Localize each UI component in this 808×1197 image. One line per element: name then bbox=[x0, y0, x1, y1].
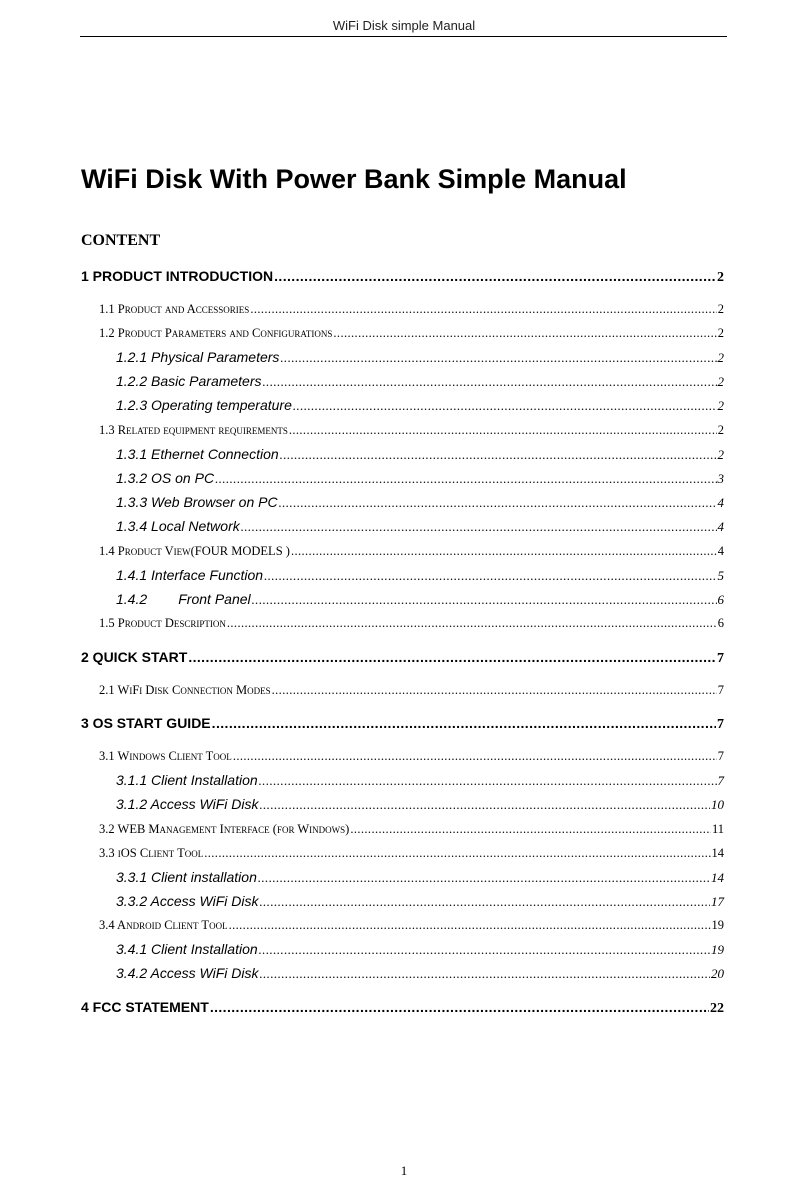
toc-leader bbox=[260, 794, 711, 816]
toc-label: 3.1.1 Client Installation bbox=[116, 772, 258, 788]
toc-label: 1.3.3 Web Browser on PC bbox=[116, 494, 278, 510]
toc-page: 7 bbox=[717, 749, 724, 763]
toc-leader bbox=[252, 589, 717, 611]
toc-entry[interactable] bbox=[99, 679, 724, 701]
toc-page: 6 bbox=[717, 616, 724, 630]
toc-leader bbox=[350, 818, 711, 840]
toc-label: 1.3.1 Ethernet Connection bbox=[116, 446, 279, 462]
toc-page: 2 bbox=[717, 350, 724, 365]
toc-page: 2 bbox=[717, 447, 724, 462]
toc-leader bbox=[289, 419, 717, 441]
toc-entry[interactable] bbox=[116, 769, 724, 791]
toc-leader bbox=[188, 646, 716, 668]
toc-entry[interactable] bbox=[99, 745, 724, 767]
toc-leader bbox=[229, 914, 711, 936]
toc-label: 1.4.2 Front Panel bbox=[116, 591, 251, 607]
toc-entry[interactable] bbox=[116, 938, 724, 960]
toc-entry[interactable] bbox=[99, 914, 724, 936]
toc-leader bbox=[293, 395, 717, 417]
toc-entry[interactable] bbox=[116, 370, 724, 392]
toc-label: 4 FCC STATEMENT bbox=[81, 999, 209, 1015]
toc-leader bbox=[279, 492, 717, 514]
toc-leader bbox=[258, 867, 710, 889]
toc-leader bbox=[260, 891, 711, 913]
toc-leader bbox=[241, 516, 717, 538]
toc-entry[interactable] bbox=[116, 467, 724, 489]
toc-label: 3.1.2 Access WiFi Disk bbox=[116, 796, 259, 812]
toc-leader bbox=[333, 322, 716, 344]
toc-label: 1.4.1 Interface Function bbox=[116, 567, 264, 583]
toc-leader bbox=[233, 745, 717, 767]
toc-label: 3.4 Android Client Tool bbox=[99, 918, 228, 932]
toc-leader bbox=[274, 265, 716, 287]
toc-page: 2 bbox=[717, 374, 724, 389]
toc-page: 4 bbox=[717, 519, 724, 534]
toc-label: 1.2.1 Physical Parameters bbox=[116, 349, 280, 365]
toc-label: 1.3.4 Local Network bbox=[116, 518, 240, 534]
toc-entry[interactable] bbox=[116, 866, 724, 888]
toc-label: 3.3.1 Client installation bbox=[116, 869, 257, 885]
toc-label: 1.2 Product Parameters and Configurations bbox=[99, 326, 333, 340]
toc-page: 2 bbox=[717, 326, 724, 340]
toc-leader bbox=[259, 939, 710, 961]
toc-entry[interactable] bbox=[116, 346, 724, 368]
toc-leader bbox=[215, 468, 716, 490]
toc-leader bbox=[227, 612, 717, 634]
toc-entry[interactable] bbox=[99, 322, 724, 344]
toc-page: 20 bbox=[711, 966, 724, 981]
toc-entry[interactable] bbox=[116, 793, 724, 815]
toc-label: 3.1 Windows Client Tool bbox=[99, 749, 232, 763]
toc-entry[interactable] bbox=[99, 540, 724, 562]
page-number: 1 bbox=[400, 1163, 408, 1178]
toc-leader bbox=[291, 540, 717, 562]
toc-page: 14 bbox=[711, 846, 724, 860]
toc-page: 2 bbox=[717, 423, 724, 437]
toc-leader bbox=[272, 679, 717, 701]
toc-label: 1.3.2 OS on PC bbox=[116, 470, 215, 486]
toc-page: 7 bbox=[717, 773, 724, 788]
toc-label: 2.1 WiFi Disk Connection Modes bbox=[99, 683, 271, 697]
toc-label: 1.5 Product Description bbox=[99, 616, 226, 630]
toc-entry[interactable] bbox=[116, 491, 724, 513]
toc-label: 3.3 iOS Client Tool bbox=[99, 846, 204, 860]
toc-label: 3.4.2 Access WiFi Disk bbox=[116, 965, 259, 981]
toc-page: 5 bbox=[717, 568, 724, 583]
toc-page: 4 bbox=[717, 544, 724, 558]
toc-label: 1 PRODUCT INTRODUCTION bbox=[81, 268, 274, 284]
toc-page: 10 bbox=[711, 797, 724, 812]
toc-entry[interactable] bbox=[116, 588, 724, 610]
toc-leader bbox=[210, 996, 709, 1018]
toc-entry[interactable] bbox=[99, 298, 724, 320]
toc-label: 1.2.3 Operating temperature bbox=[116, 397, 292, 413]
toc-page: 3 bbox=[717, 471, 724, 486]
toc-page: 7 bbox=[717, 651, 724, 666]
toc-page: 2 bbox=[717, 270, 724, 285]
toc-page: 6 bbox=[717, 592, 724, 607]
toc-page: 19 bbox=[711, 918, 724, 932]
toc-leader bbox=[259, 770, 717, 792]
toc-entry[interactable] bbox=[116, 890, 724, 912]
toc-entry[interactable] bbox=[81, 646, 724, 668]
toc-leader bbox=[260, 963, 711, 985]
toc-leader bbox=[263, 371, 717, 393]
toc-label: 3 OS START GUIDE bbox=[81, 715, 211, 731]
toc-leader bbox=[250, 298, 716, 320]
toc-leader bbox=[212, 712, 716, 734]
toc-entry[interactable] bbox=[116, 564, 724, 586]
toc-page: 14 bbox=[711, 870, 724, 885]
content-heading: CONTENT bbox=[81, 232, 161, 249]
toc-leader bbox=[280, 347, 716, 369]
toc-page: 17 bbox=[711, 894, 724, 909]
document-title: WiFi Disk With Power Bank Simple Manual bbox=[81, 164, 627, 194]
toc-leader bbox=[280, 444, 717, 466]
toc-entry[interactable] bbox=[81, 712, 724, 734]
toc-page: 2 bbox=[717, 302, 724, 316]
toc-label: 2 QUICK START bbox=[81, 649, 188, 665]
toc-entry[interactable] bbox=[116, 962, 724, 984]
toc-entry[interactable] bbox=[99, 419, 724, 441]
toc-page: 7 bbox=[717, 683, 724, 697]
toc-label: 1.4 Product View(FOUR MODELS ) bbox=[99, 544, 290, 558]
toc-label: 1.1 Product and Accessories bbox=[99, 302, 250, 316]
toc-page: 22 bbox=[710, 1001, 724, 1016]
toc-label: 3.4.1 Client Installation bbox=[116, 941, 258, 957]
toc-leader bbox=[264, 565, 716, 587]
toc-page: 4 bbox=[717, 495, 724, 510]
running-header: WiFi Disk simple Manual bbox=[332, 18, 476, 33]
toc-entry[interactable] bbox=[116, 515, 724, 537]
toc-page: 2 bbox=[717, 398, 724, 413]
toc-page: 11 bbox=[711, 822, 724, 836]
toc-leader bbox=[204, 842, 710, 864]
toc-label: 1.3 Related equipment requirements bbox=[99, 423, 288, 437]
toc-entry[interactable] bbox=[116, 443, 724, 465]
toc-entry[interactable] bbox=[99, 842, 724, 864]
toc-label: 3.2 WEB Management Interface (for Windows) bbox=[99, 822, 350, 836]
toc-entry[interactable] bbox=[81, 265, 724, 287]
header-rule bbox=[80, 36, 727, 37]
toc-entry[interactable] bbox=[81, 996, 724, 1018]
toc-page: 7 bbox=[717, 717, 724, 732]
toc-label: 3.3.2 Access WiFi Disk bbox=[116, 893, 259, 909]
toc-page: 19 bbox=[711, 942, 724, 957]
toc-entry[interactable] bbox=[99, 612, 724, 634]
toc-entry[interactable] bbox=[99, 818, 724, 840]
toc-entry[interactable] bbox=[116, 394, 724, 416]
toc-label: 1.2.2 Basic Parameters bbox=[116, 373, 262, 389]
